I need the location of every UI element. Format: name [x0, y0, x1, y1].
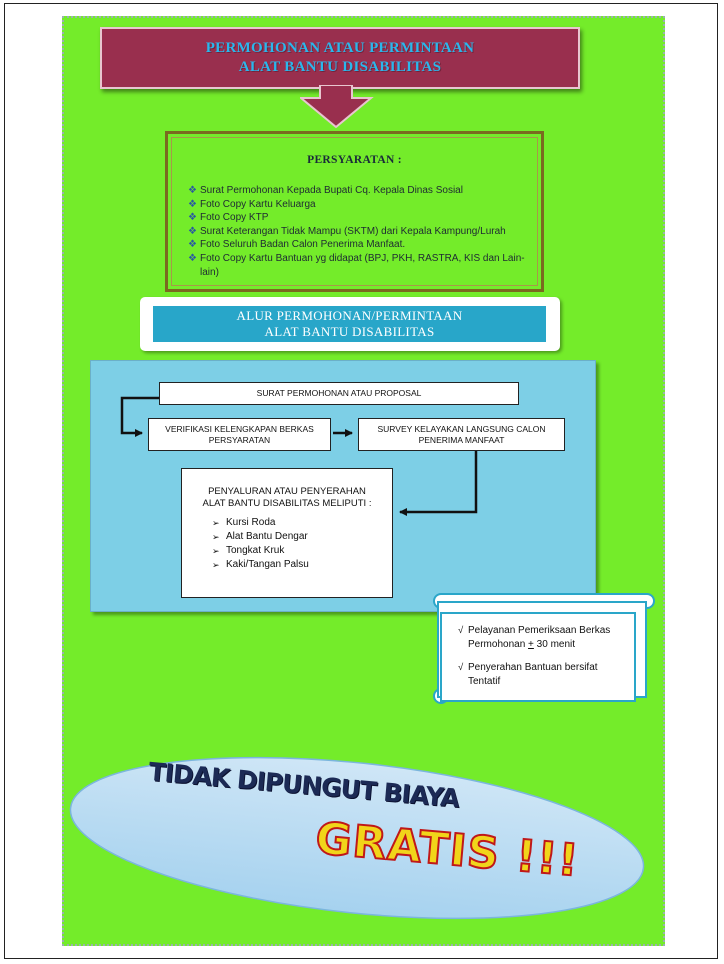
free-of-charge-text: TIDAK DIPUNGUT BIAYA: [147, 757, 460, 814]
aids-list: [212, 516, 309, 572]
list-item: ❖ Foto Copy Kartu Bantuan yg didapat (BPJ, PKH, RASTRA, KIS dan Lain-lain): [188, 252, 525, 278]
check-bullet-icon: √: [458, 662, 464, 673]
step-verification-box: [148, 418, 331, 451]
arrow-bullet-icon: ➢: [212, 546, 220, 556]
list-item: √ Pelayanan Pemeriksaan Berkas Permohonan + 30 menit: [458, 625, 611, 650]
title-line-1: PERMOHONAN ATAU PERMINTAAN: [205, 40, 475, 56]
connector-survey-to-distribution: [400, 451, 476, 512]
step-proposal-box: [159, 382, 519, 405]
diamond-bullet-icon: ❖: [188, 198, 197, 210]
notes-body: [440, 612, 636, 702]
step-survey-box: [358, 418, 565, 451]
list-item: ❖ Surat Keterangan Tidak Mampu (SKTM) dari Kepala Kampung/Lurah: [188, 225, 506, 237]
list-item: ❖ Foto Copy KTP: [188, 212, 269, 224]
step-verification-line-2: PERSYARATAN: [208, 434, 271, 445]
list-item: ➢ Kaki/Tangan Palsu: [212, 559, 309, 570]
gratis-text: GRATIS !!!: [313, 813, 582, 887]
diamond-bullet-icon: ❖: [188, 239, 197, 251]
title-line-2: ALAT BANTU DISABILITAS: [238, 59, 442, 75]
notes-list: [458, 624, 628, 698]
list-item: ➢ Kursi Roda: [212, 517, 276, 528]
diamond-bullet-icon: ❖: [188, 225, 197, 237]
list-item: ❖ Foto Seluruh Badan Calon Penerima Manfaat.: [188, 239, 406, 251]
arrow-bullet-icon: ➢: [212, 518, 220, 528]
flow-title-line-1: ALUR PERMOHONAN/PERMINTAAN: [236, 308, 463, 323]
distribution-box: [181, 468, 393, 598]
list-item: √ Penyerahan Bantuan bersifat Tentatif: [458, 662, 598, 687]
flow-title-line-2: ALAT BANTU DISABILITAS: [264, 324, 435, 339]
arrow-bullet-icon: ➢: [212, 560, 220, 570]
step-survey-line-1: SURVEY KELAYAKAN LANGSUNG CALON: [377, 423, 546, 434]
distribution-title: [182, 486, 392, 510]
arrow-bullet-icon: ➢: [212, 532, 220, 542]
list-item: ➢ Alat Bantu Dengar: [212, 531, 308, 542]
diamond-bullet-icon: ❖: [188, 185, 197, 196]
requirements-title: PERSYARATAN :: [307, 154, 402, 166]
step-verification-line-1: VERIFIKASI KELENGKAPAN BERKAS: [165, 423, 314, 434]
diamond-bullet-icon: ❖: [188, 212, 197, 224]
list-item: ❖ Surat Permohonan Kepada Bupati Cq. Kepala Dinas Sosial: [188, 185, 463, 196]
step-survey-line-2: PENERIMA MANFAAT: [418, 434, 505, 445]
diamond-bullet-icon: ❖: [188, 252, 197, 264]
distribution-title-line-2: ALAT BANTU DISABILITAS MELIPUTI :: [202, 498, 372, 509]
list-item: ❖ Foto Copy Kartu Keluarga: [188, 198, 316, 210]
check-bullet-icon: √: [458, 625, 464, 636]
list-item: ➢ Tongkat Kruk: [212, 545, 285, 556]
distribution-title-line-1: PENYALURAN ATAU PENYERAHAN: [208, 486, 366, 497]
step-proposal-label: SURAT PERMOHONAN ATAU PROPOSAL: [256, 388, 422, 398]
